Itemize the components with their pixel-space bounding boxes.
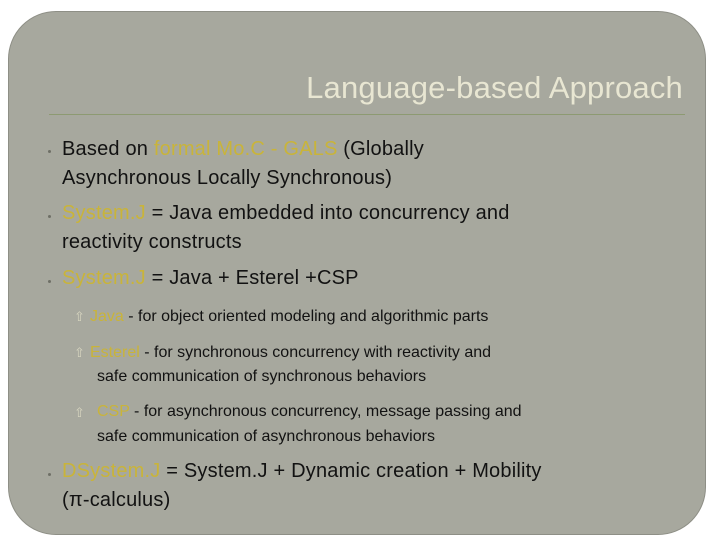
subbullet-esterel-highlight: Esterel bbox=[90, 344, 140, 361]
up-arrow-icon: ⇧ bbox=[74, 405, 85, 420]
subbullet-java-highlight: Java bbox=[90, 308, 124, 325]
bullet-1-line-2: Asynchronous Locally Synchronous) bbox=[62, 167, 393, 189]
subbullet-esterel-line-2: safe communication of synchronous behaviors bbox=[97, 368, 427, 385]
bullet-4-line-2: (π-calculus) bbox=[62, 489, 171, 511]
subbullet-esterel-line-1 bbox=[90, 341, 491, 365]
bullet-1-line-1 bbox=[62, 135, 424, 164]
subbullet-csp-line-2: safe communication of asynchronous behaviors bbox=[97, 428, 435, 445]
subbullet-csp-line-1 bbox=[97, 400, 522, 424]
bullet-4-line-1 bbox=[62, 457, 542, 486]
bullet-4-highlight: DSystem.J bbox=[62, 460, 161, 482]
bullet-2-line-1 bbox=[62, 199, 510, 228]
title-divider bbox=[49, 114, 685, 115]
subbullet-esterel-text: - for synchronous concurrency with reactivity and bbox=[139, 344, 492, 361]
slide-title: Language-based Approach bbox=[306, 70, 683, 105]
bullet-1-text-end: (Globally bbox=[337, 138, 424, 160]
bullet-dot-icon bbox=[48, 215, 51, 218]
up-arrow-icon: ⇧ bbox=[74, 309, 85, 324]
bullet-dot-icon bbox=[48, 280, 51, 283]
subbullet-csp-text: - for asynchronous concurrency, message passing and bbox=[129, 403, 522, 420]
bullet-3-highlight: System.J bbox=[62, 267, 146, 289]
bullet-4-text: = System.J + Dynamic creation + Mobility bbox=[160, 460, 542, 482]
bullet-2-highlight: System.J bbox=[62, 202, 146, 224]
subbullet-csp-highlight: CSP bbox=[97, 403, 130, 420]
bullet-1-highlight: formal Mo.C - GALS bbox=[153, 138, 338, 160]
subbullet-java bbox=[90, 305, 488, 329]
up-arrow-icon: ⇧ bbox=[74, 345, 85, 360]
bullet-dot-icon bbox=[48, 150, 51, 153]
bullet-1-text: Based on bbox=[62, 138, 154, 160]
bullet-2-line-2: reactivity constructs bbox=[62, 231, 242, 253]
subbullet-java-text: - for object oriented modeling and algorithmic parts bbox=[123, 308, 489, 325]
bullet-3-text: = Java + Esterel +CSP bbox=[145, 267, 359, 289]
bullet-2-text: = Java embedded into concurrency and bbox=[145, 202, 510, 224]
bullet-3-line-1 bbox=[62, 264, 359, 293]
bullet-dot-icon bbox=[48, 473, 51, 476]
